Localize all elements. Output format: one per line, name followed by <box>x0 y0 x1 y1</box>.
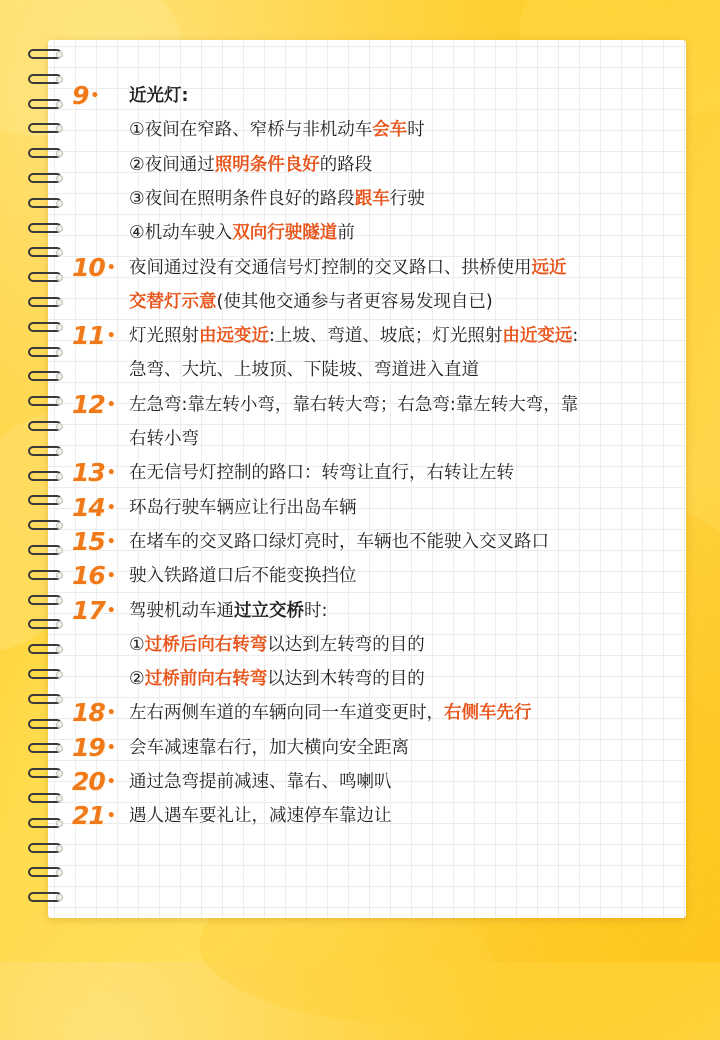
highlighted-text: 过桥后向右转弯 <box>144 634 268 655</box>
text-segment: 以达到木转弯的目的 <box>267 669 425 690</box>
spiral-ring <box>24 370 70 384</box>
spiral-ring <box>24 569 70 583</box>
bold-text: 近光灯: <box>129 86 189 106</box>
text-segment: 右转小弯 <box>129 428 199 449</box>
spiral-ring <box>24 98 70 112</box>
spiral-ring <box>24 594 70 608</box>
text-segment: 前 <box>337 223 355 244</box>
spiral-ring <box>24 842 70 856</box>
text-segment: 的路段 <box>319 154 373 175</box>
bullet-dot: • <box>106 259 115 276</box>
rule-text-line <box>129 114 425 146</box>
text-segment: ① <box>129 634 145 655</box>
rule-number: 17 • <box>72 595 115 625</box>
highlighted-text: 右侧车先行 <box>444 703 532 724</box>
spiral-ring <box>24 742 70 756</box>
highlighted-text: 远近 <box>531 257 567 278</box>
rule-text-line <box>129 457 514 489</box>
spiral-ring <box>24 519 70 533</box>
highlighted-text: 跟车 <box>354 188 390 209</box>
text-segment: 夜间通过没有交通信号灯控制的交叉路口、拱桥使用 <box>129 257 532 278</box>
text-segment: 在堵车的交叉路口绿灯亮时，车辆也不能驶入交叉路口 <box>129 531 549 552</box>
text-segment: 驾驶机动车通 <box>129 600 234 621</box>
spiral-ring <box>24 643 70 657</box>
rule-text-line <box>129 183 425 215</box>
spiral-ring <box>24 420 70 434</box>
text-segment: 行驶 <box>389 188 425 209</box>
rule-text-line <box>129 286 493 318</box>
text-segment: 左右两侧车道的车辆向同一车道变更时， <box>129 703 444 724</box>
rule-text-line <box>129 252 567 284</box>
spiral-ring <box>24 767 70 781</box>
rule-text-line <box>129 389 578 421</box>
bullet-dot: • <box>90 88 99 104</box>
spiral-ring <box>24 470 70 484</box>
text-segment: ③夜间在照明条件良好的路段 <box>129 188 355 209</box>
bullet-dot: • <box>106 499 115 516</box>
bullet-dot: • <box>106 705 115 722</box>
rule-text-line <box>129 663 425 695</box>
rule-number: 15 • <box>72 526 115 556</box>
spiral-ring <box>24 321 70 335</box>
spiral-ring <box>24 197 70 211</box>
spiral-ring <box>24 718 70 732</box>
rule-text-line <box>129 149 372 181</box>
bullet-dot: • <box>106 328 115 345</box>
spiral-ring <box>24 618 70 632</box>
rule-text-line <box>129 560 357 592</box>
text-segment: 时: <box>304 600 328 621</box>
rule-text-line <box>129 492 357 524</box>
rule-text-line <box>129 732 409 764</box>
spiral-ring <box>24 891 70 905</box>
spiral-ring <box>24 246 70 260</box>
bullet-dot: • <box>106 739 115 756</box>
spiral-ring <box>24 866 70 880</box>
rule-number: 14 • <box>72 492 115 522</box>
bullet-dot: • <box>106 808 115 825</box>
rule-text-line <box>129 595 327 627</box>
text-segment: (使其他交通参与者更容易发现自已) <box>216 291 493 312</box>
text-segment: 灯光照射 <box>129 326 199 347</box>
rule-number: 10 • <box>72 252 115 282</box>
text-segment: ④机动车驶入 <box>129 223 233 244</box>
text-segment: 通过急弯提前减速、靠右、鸣喇叭 <box>129 772 392 792</box>
rule-number: 19 • <box>72 732 115 762</box>
text-segment: ②夜间通过 <box>129 154 215 175</box>
spiral-ring <box>24 48 70 62</box>
rule-text-line <box>129 800 392 832</box>
rule-number: 13 • <box>72 458 115 488</box>
spiral-ring <box>24 122 70 136</box>
rule-number: 12 • <box>72 389 115 419</box>
spiral-ring <box>24 693 70 707</box>
text-segment: 驶入铁路道口后不能变换挡位 <box>129 566 357 587</box>
bullet-dot: • <box>106 396 115 413</box>
rule-number: 9 • <box>72 81 99 110</box>
spiral-ring <box>24 668 70 682</box>
rule-number: 11 • <box>72 321 115 351</box>
rule-number: 16 • <box>72 561 115 591</box>
rule-number: 21 • <box>72 801 115 831</box>
rule-text-line <box>129 354 479 386</box>
rule-text-line <box>129 697 532 729</box>
text-segment: 急弯、大坑、上坡顶、下陡坡、弯道进入直道 <box>129 360 479 381</box>
text-segment: : <box>572 326 579 347</box>
rule-number: 18 • <box>72 698 115 728</box>
text-segment: 在无信号灯控制的路口：转弯让直行，右转让左转 <box>129 463 514 484</box>
highlighted-text: 过桥前向右转弯 <box>144 669 268 690</box>
text-segment: ② <box>129 669 145 690</box>
spiral-ring <box>24 296 70 310</box>
highlighted-text: 交替灯示意 <box>129 291 217 312</box>
rule-number: 20 • <box>72 767 115 796</box>
spiral-ring <box>24 73 70 87</box>
rule-text-line <box>129 526 549 558</box>
bullet-dot: • <box>106 533 115 550</box>
spiral-ring <box>24 222 70 236</box>
highlighted-text: 由近变远 <box>502 326 573 347</box>
text-segment: ①夜间在窄路、窄桥与非机动车 <box>129 120 373 141</box>
bullet-dot: • <box>106 568 115 585</box>
bold-text: 过立交桥 <box>234 600 304 621</box>
spiral-ring <box>24 544 70 558</box>
highlighted-text: 会车 <box>372 120 408 141</box>
bullet-dot: • <box>106 465 115 482</box>
rule-text-line <box>129 629 425 661</box>
spiral-ring <box>24 445 70 459</box>
spiral-ring <box>24 792 70 806</box>
highlighted-text: 照明条件良好 <box>214 154 320 175</box>
rule-text-line <box>129 766 392 798</box>
text-segment: 时 <box>407 120 425 141</box>
rule-text-line <box>129 423 199 455</box>
text-segment: 环岛行驶车辆应让行出岛车辆 <box>129 497 357 518</box>
rule-text-line <box>129 80 189 112</box>
text-segment: :上坡、弯道、坡底；灯光照射 <box>269 326 503 347</box>
spiral-ring <box>24 147 70 161</box>
text-segment: 左急弯:靠左转小弯，靠右转大弯；右急弯:靠左转大弯，靠 <box>129 394 579 415</box>
rule-text-line <box>129 320 578 352</box>
bullet-dot: • <box>106 774 115 790</box>
spiral-ring <box>24 346 70 360</box>
highlighted-text: 双向行驶隧道 <box>232 223 338 244</box>
text-segment: 遇人遇车要礼让，减速停车靠边让 <box>129 806 392 827</box>
spiral-ring <box>24 395 70 409</box>
spiral-binding <box>24 40 70 918</box>
bullet-dot: • <box>106 602 115 619</box>
spiral-ring <box>24 271 70 285</box>
rule-text-line <box>129 217 355 249</box>
highlighted-text: 由远变近 <box>199 326 269 347</box>
spiral-ring <box>24 172 70 186</box>
text-segment: 以达到左转弯的目的 <box>267 634 425 655</box>
spiral-ring <box>24 494 70 508</box>
text-segment: 会车减速靠右行，加大横向安全距离 <box>129 737 409 758</box>
spiral-ring <box>24 817 70 831</box>
